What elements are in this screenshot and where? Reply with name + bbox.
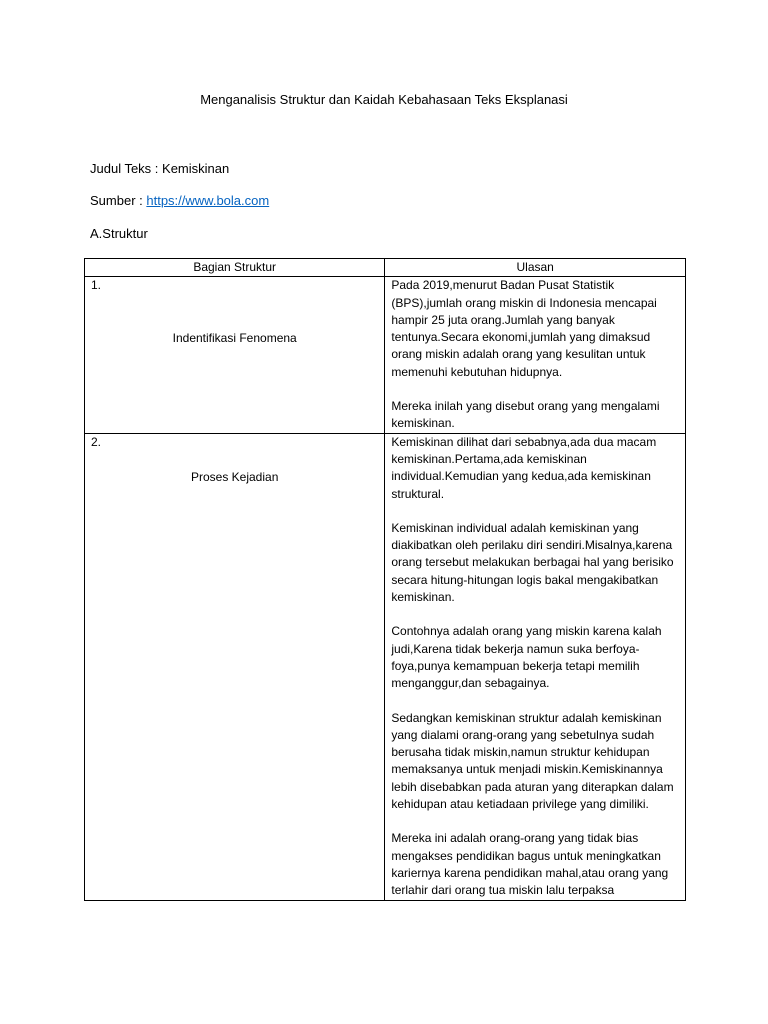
table-row — [85, 277, 686, 433]
ulasan-paragraph: Mereka ini adalah orang-orang yang tidak bias mengakses pendidikan bagus untuk meningkatkan kariernya karena pendidikan mahal,atau orang yang terlahir dari orang tua miskin lalu terpaksa — [391, 831, 669, 898]
header-ulasan: Ulasan — [385, 259, 686, 277]
bagian-label: Indentifikasi Fenomena — [172, 331, 297, 346]
structure-table — [84, 258, 686, 901]
ulasan-cell — [385, 433, 686, 900]
bagian-cell — [85, 277, 385, 433]
sumber-line — [90, 193, 269, 208]
ulasan-paragraph: Sedangkan kemiskinan struktur adalah kemiskinan yang dialami orang-orang yang sebetulnya sudah berusaha tidak miskin,namun struktur kehidupan memaksanya untuk menjadi miskin.Kemiskinannya lebih disebabkan pada aturan yang diterapkan dalam kehidupan atau ketiadaan privilege yang dimiliki. — [391, 710, 674, 812]
ulasan-paragraph: Kemiskinan individual adalah kemiskinan yang diakibatkan oleh perilaku diri sendiri.Misalnya,karena orang tersebut melakukan berbagai hal yang berisiko secara hitung-hitungan logis bakal mengakibatkan kemiskinan. — [391, 520, 674, 605]
table-row — [85, 433, 686, 900]
table-header-row — [85, 259, 686, 277]
bagian-cell — [85, 433, 385, 900]
row-number: 2. — [91, 434, 102, 449]
ulasan-paragraph: Kemiskinan dilihat dari sebabnya,ada dua macam kemiskinan.Pertama,ada kemiskinan individual.Kemudian yang kedua,ada kemiskinan struktural. — [391, 434, 657, 501]
ulasan-paragraph: Pada 2019,menurut Badan Pusat Statistik (BPS),jumlah orang miskin di Indonesia mencapai hampir 25 juta orang.Jumlah yang banyak tentunya.Secara ekonomi,jumlah yang dimaksud orang miskin adalah orang yang kesulitan untuk memenuhi kebutuhan hidupnya. — [391, 278, 657, 379]
judul-teks: Judul Teks : Kemiskinan — [90, 161, 230, 176]
ulasan-paragraph: Contohnya adalah orang yang miskin karena kalah judi,Karena tidak bekerja namun suka berfoya-foya,punya kemampuan bekerja tetapi memilih menganggur,dan sebagainya. — [391, 624, 662, 691]
sumber-link[interactable]: https://www.bola.com — [146, 193, 270, 208]
ulasan-cell — [385, 277, 686, 433]
document-title: Menganalisis Struktur dan Kaidah Kebahasaan Teks Eksplanasi — [200, 92, 568, 107]
section-heading: A.Struktur — [90, 226, 148, 241]
row-number: 1. — [91, 278, 102, 293]
sumber-label: Sumber : — [90, 193, 147, 208]
bagian-label: Proses Kejadian — [190, 469, 279, 484]
ulasan-paragraph: Mereka inilah yang disebut orang yang mengalami kemiskinan. — [391, 399, 660, 431]
header-bagian-struktur: Bagian Struktur — [85, 259, 385, 277]
